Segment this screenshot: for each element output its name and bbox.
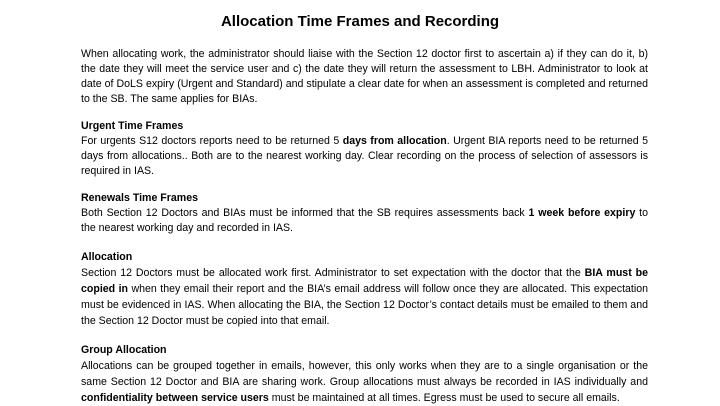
- allocation-text-b: when they email their report and the BIA’s email address will follow once they are allocated. This expectation must be evidenced in IAS. When allocating the BIA, the Section 12 Doctor’s contact details must be emailed to them and the Section 12 Doctor must be copied into that email.: [81, 283, 648, 327]
- urgent-section: [81, 119, 648, 179]
- group-text-b: must be maintained at all times. Egress must be used to secure all emails.: [268, 392, 620, 404]
- urgent-bold: days from allocation: [342, 135, 447, 147]
- allocation-text-a: Section 12 Doctors must be allocated work first. Administrator to set expectation with the doctor that the: [81, 267, 585, 279]
- group-bold: confidentiality between service users: [81, 392, 269, 404]
- allocation-heading: Allocation: [81, 251, 133, 263]
- urgent-text-b: . Urgent BIA reports need to be returned 5 days from allocations.. Both are to the nearest working day. Clear recording on the process of selection of assessors is required in IAS.: [81, 135, 648, 177]
- renewals-text-b: to the nearest working day and recorded in IAS.: [81, 207, 649, 234]
- allocation-section: [81, 250, 648, 329]
- urgent-paragraph: [81, 134, 648, 179]
- renewals-heading: Renewals Time Frames: [81, 192, 198, 204]
- group-paragraph: [81, 358, 648, 406]
- renewals-paragraph: [81, 206, 648, 236]
- renewals-text-a: Both Section 12 Doctors and BIAs must be informed that the SB requires assessments back: [81, 207, 529, 219]
- group-text-a: Allocations can be grouped together in emails, however, this only works when they are to a single organisation or the same Section 12 Doctor and BIA are sharing work. Group allocations must always be recorded in IAS individually and: [81, 360, 648, 388]
- intro-paragraph: When allocating work, the administrator should liaise with the Section 12 doctor first to ascertain a) if they can do it, b) the date they will meet the service user and c) the date they will return the assessment to LBH. Administrator to look at date of DoLS expiry (Urgent and Standard) and stipulate a clear date for when an assessment is completed and returned to the SB. The same applies for BIAs.: [81, 48, 648, 105]
- urgent-heading: Urgent Time Frames: [81, 120, 184, 132]
- urgent-text-a: For urgents S12 doctors reports need to be returned 5: [81, 135, 343, 147]
- allocation-paragraph: [81, 265, 648, 329]
- allocation-bold: BIA must be copied in: [81, 267, 648, 295]
- document-body: [81, 47, 648, 406]
- renewals-section: [81, 191, 648, 236]
- group-section: [81, 343, 648, 406]
- renewals-bold: 1 week before expiry: [528, 207, 636, 219]
- page-title: Allocation Time Frames and Recording: [220, 13, 500, 30]
- group-heading: Group Allocation: [81, 344, 167, 356]
